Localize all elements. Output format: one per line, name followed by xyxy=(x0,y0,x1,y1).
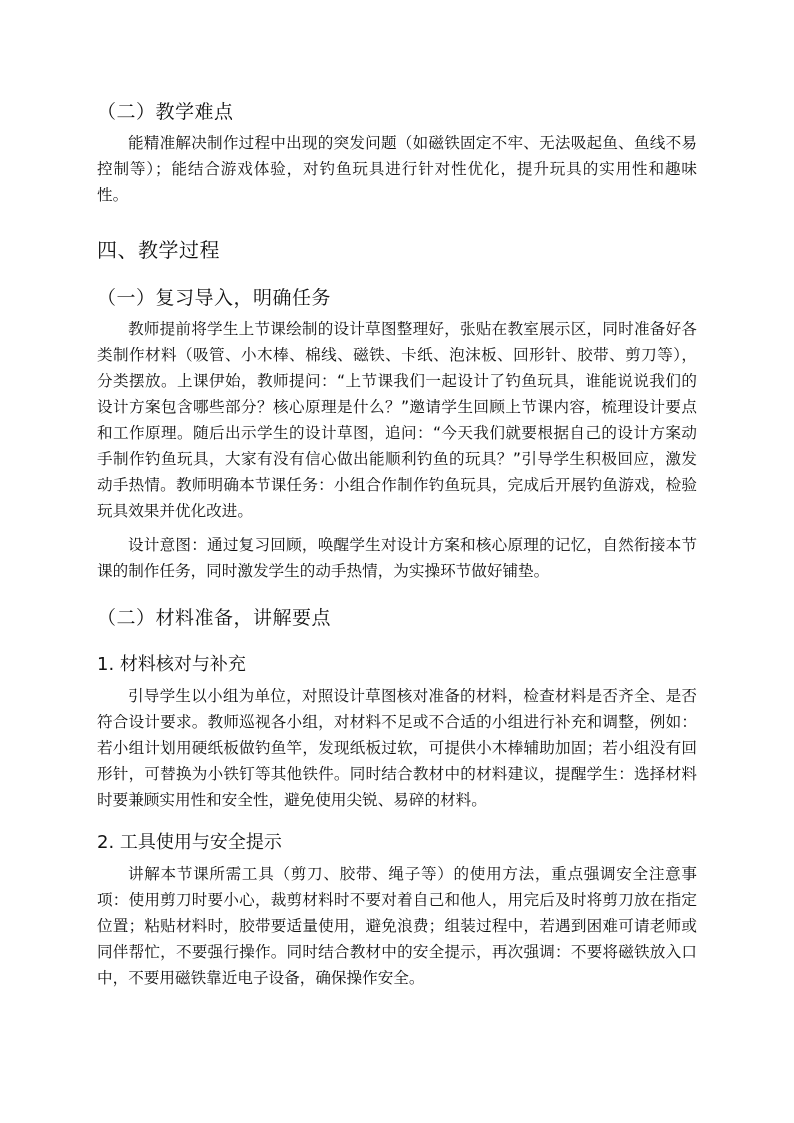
paragraph-material-check: 引导学生以小组为单位，对照设计草图核对准备的材料，检查材料是否齐全、是否符合设计要求。教师巡视各小组，对材料不足或不合适的小组进行补充和调整，例如：若小组计划用硬纸板做钓鱼竿，发现纸板过软，可提供小木棒辅助加固；若小组没有回形针，可替换为小铁钉等其他铁件。同时结合教材中的材料建议，提醒学生：选择材料时要兼顾实用性和安全性，避免使用尖锐、易碎的材料。 xyxy=(97,687,697,809)
heading-teaching-process: 四、教学过程 xyxy=(97,238,220,262)
heading-teaching-difficulty: （二）教学难点 xyxy=(97,101,234,123)
paragraph-teaching-difficulty: 能精准解决制作过程中出现的突发问题（如磁铁固定不牢、无法吸起鱼、鱼线不易控制等）；能结合游戏体验，对钓鱼玩具进行针对性优化，提升玩具的实用性和趣味性。 xyxy=(97,134,697,204)
paragraph-tool-safety: 讲解本节课所需工具（剪刀、胶带、绳子等）的使用方法，重点强调安全注意事项：使用剪刀时要小心，裁剪材料时不要对着自己和他人，用完后及时将剪刀放在指定位置；粘贴材料时，胶带要适量使用，避免浪费；组装过程中，若遇到困难可请老师或同伴帮忙，不要强行操作。同时结合教材中的安全提示，再次强调：不要将磁铁放入口中，不要用磁铁靠近电子设备，确保操作安全。 xyxy=(97,865,697,987)
heading-materials-preparation: （二）材料准备，讲解要点 xyxy=(97,607,332,629)
heading-material-check: 1. 材料核对与补充 xyxy=(97,654,246,675)
paragraph-design-intent: 设计意图：通过复习回顾，唤醒学生对设计方案和核心原理的记忆，自然衔接本节课的制作任务，同时激发学生的动手热情，为实操环节做好铺垫。 xyxy=(97,536,697,580)
heading-review-intro: （一）复习导入，明确任务 xyxy=(97,287,332,309)
paragraph-review-intro: 教师提前将学生上节课绘制的设计草图整理好，张贴在教室展示区，同时准备好各类制作材料（吸管、小木棒、棉线、磁铁、卡纸、泡沫板、回形针、胶带、剪刀等），分类摆放。上课伊始，教师提问：“上节课我们一起设计了钓鱼玩具，谁能说说我们的设计方案包含哪些部分？核心原理是什么？”邀请学生回顾上节课内容，梳理设计要点和工作原理。随后出示学生的设计草图，追问：“今天我们就要根据自己的设计方案动手制作钓鱼玩具，大家有没有信心做出能顺利钓鱼的玩具？”引导学生积极回应，激发动手热情。教师明确本节课任务：小组合作制作钓鱼玩具，完成后开展钓鱼游戏，检验玩具效果并优化改进。 xyxy=(97,320,697,520)
heading-tool-safety: 2. 工具使用与安全提示 xyxy=(97,832,282,853)
